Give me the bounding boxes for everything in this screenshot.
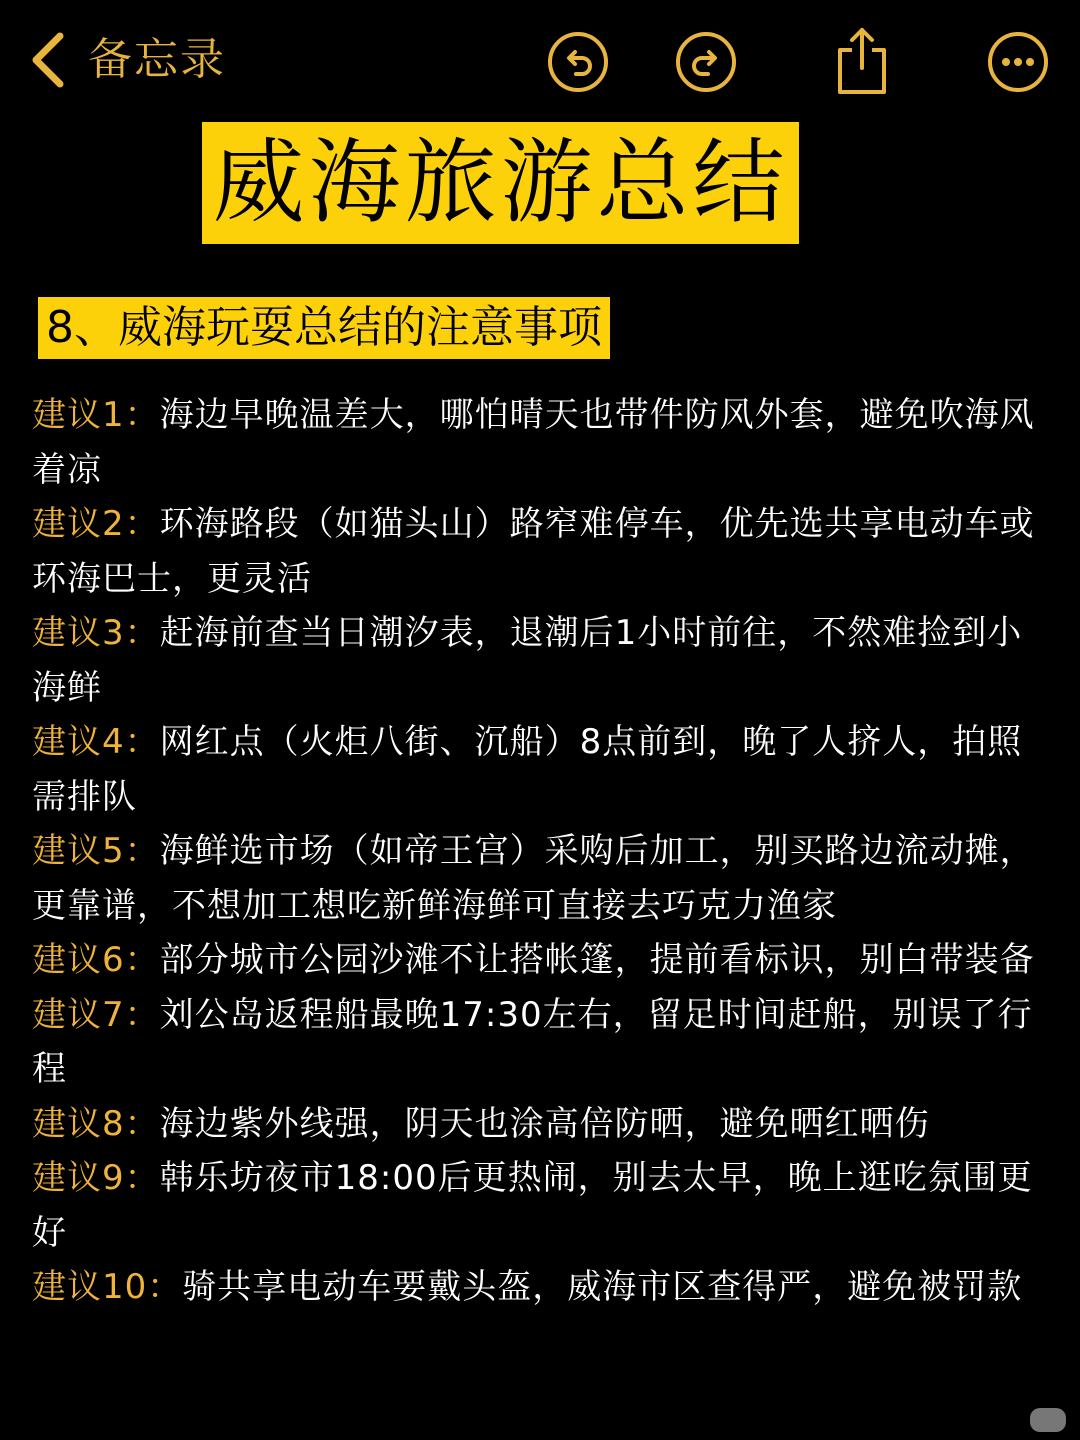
back-label: 备忘录 [88, 34, 226, 85]
watermark-logo [1030, 1408, 1066, 1432]
tip-label: 建议9： [32, 1158, 160, 1198]
tip-text: 赶海前查当日潮汐表，退潮后1小时前往，不然难捡到小海鲜 [32, 613, 1023, 708]
tip-item [32, 715, 1042, 824]
back-button[interactable] [28, 28, 226, 92]
redo-arrow-circle-icon [674, 30, 738, 94]
tip-text: 海边早晚温差大，哪怕晴天也带件防风外套，避免吹海风着凉 [32, 395, 1035, 490]
tip-text: 网红点（火炬八街、沉船）8点前到，晚了人挤人，拍照需排队 [32, 722, 1023, 817]
tip-item [32, 606, 1042, 715]
navigation-bar [0, 0, 1080, 120]
tip-text: 刘公岛返程船最晚17:30左右，留足时间赶船，别误了行程 [32, 994, 1033, 1089]
redo-button[interactable] [674, 30, 738, 94]
tip-item [32, 988, 1042, 1097]
tip-text: 海边紫外线强，阴天也涂高倍防晒，避免晒红晒伤 [159, 1103, 930, 1144]
section-heading-highlight [38, 297, 610, 359]
note-title-highlight [202, 122, 799, 244]
tip-item [32, 388, 1042, 497]
section-heading: 8、威海玩耍总结的注意事项 [46, 302, 602, 353]
tip-item [32, 497, 1042, 606]
tip-label: 建议8： [32, 1103, 160, 1144]
tip-item [32, 1260, 1042, 1315]
tip-label: 建议2： [32, 504, 160, 544]
chevron-left-icon [28, 28, 68, 92]
tip-label: 建议1： [32, 395, 160, 435]
tip-text: 海鲜选市场（如帝王宫）采购后加工，别买路边流动摊，更靠谱，不想加工想吃新鲜海鲜可直接去巧克力渔家 [32, 831, 1035, 926]
more-ellipsis-circle-icon [986, 30, 1050, 94]
tips-list [32, 388, 1042, 1315]
tip-text: 骑共享电动车要戴头盔，威海市区查得严，避免被罚款 [182, 1267, 1023, 1307]
tip-text: 韩乐坊夜市18:00后更热闹，别去太早，晚上逛吃氛围更好 [32, 1158, 1033, 1253]
tip-label: 建议4： [32, 722, 160, 762]
tip-label: 建议5： [32, 831, 160, 871]
tip-text: 部分城市公园沙滩不让搭帐篷，提前看标识，别白带装备 [159, 940, 1035, 980]
share-button[interactable] [830, 24, 894, 88]
undo-button[interactable] [546, 30, 610, 94]
tip-item [32, 1151, 1042, 1260]
tip-label: 建议3： [32, 613, 160, 653]
tip-item [32, 933, 1042, 988]
tip-label: 建议10： [32, 1267, 183, 1307]
note-title: 威海旅游总结 [212, 129, 789, 236]
undo-arrow-circle-icon [546, 30, 610, 94]
share-icon [830, 24, 894, 96]
tip-item [32, 824, 1042, 933]
more-button[interactable] [986, 30, 1050, 94]
tip-text: 环海路段（如猫头山）路窄难停车，优先选共享电动车或环海巴士，更灵活 [32, 504, 1035, 599]
tip-label: 建议7： [32, 994, 160, 1035]
tip-label: 建议6： [32, 940, 160, 980]
tip-item [32, 1097, 1042, 1152]
